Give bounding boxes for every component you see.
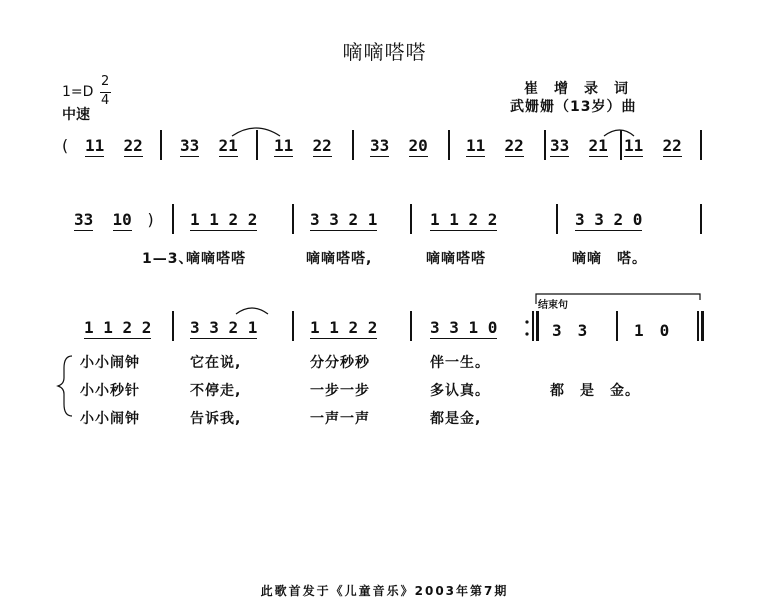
measure-10: 3 3 2 1 [310,210,378,229]
measure-2: 33 21 [180,136,238,155]
verse-3-part-a: 小小闹钟 [80,411,140,427]
tempo-marking: 中速 [62,107,90,123]
lyric-segment: 嘀嘀嗒嗒, [306,251,373,267]
measure-5: 11 22 [466,136,524,155]
measure-13: 1 1 2 2 [84,318,152,337]
key-signature: 1=D [62,84,94,100]
verse-3-part-c: 一声一声 [310,411,370,427]
verse-1-part-d: 伴一生。 [430,355,490,371]
measure-7: 11 22 [624,136,682,155]
verse-1-part-c: 分分秒秒 [310,355,370,371]
lyric-segment: 嘀嘀嗒嗒 [426,251,486,267]
repeat-open-paren: ( [60,136,70,155]
verse-3-part-b: 告诉我, [190,411,242,427]
lyricist-credit: 崔 增 录 词 [524,81,629,97]
slur-mark [232,128,280,136]
measure-12: 3 3 2 0 [575,210,643,229]
lyric-brace [58,356,72,416]
lyric-segment: 嘀嘀嗒嗒 [186,251,246,267]
measure-17: 3 3 [552,321,588,340]
slur-mark [604,130,634,136]
publication-note: 此歌首发于《儿童音乐》2003年第7期 [260,584,509,598]
verse-label: 1—3、 [142,251,194,267]
verse-2-part-a: 小小秒针 [80,383,140,399]
verse-3-part-d: 都是金, [430,411,482,427]
verse-2-part-c: 一步一步 [310,383,370,399]
measure-11: 1 1 2 2 [430,210,498,229]
measure-4: 33 20 [370,136,428,155]
repeat-dot [525,332,528,335]
verse-1-part-b: 它在说, [190,355,242,371]
time-signature-bottom: 4 [101,93,110,108]
page-title: 嘀嘀嗒嗒 [342,40,427,64]
measure-14: 3 3 2 1 [190,318,258,337]
repeat-close-paren: ) [146,210,156,229]
lyric-segment: 嘀嘀 嗒。 [572,251,647,267]
measure-8: 33 10 [74,210,132,229]
verse-1-part-a: 小小闹钟 [80,355,140,371]
measure-16: 3 3 1 0 [430,318,498,337]
measure-3: 11 22 [274,136,332,155]
measure-6: 33 21 [550,136,608,155]
measure-1: 11 22 [85,136,143,155]
ending-label: 结束句 [538,300,568,311]
slur-mark [236,308,268,314]
verse-2-part-d: 多认真。 [430,383,490,399]
measure-15: 1 1 2 2 [310,318,378,337]
measure-18: 1 0 [634,321,670,340]
ending-bracket [536,294,700,304]
measure-9: 1 1 2 2 [190,210,258,229]
verse-2-ending: 都 是 金。 [550,383,640,399]
time-signature-top: 2 [101,74,110,89]
composer-credit: 武姗姗（13岁）曲 [510,99,637,115]
verse-2-part-b: 不停走, [190,383,242,399]
repeat-dot [525,320,528,323]
